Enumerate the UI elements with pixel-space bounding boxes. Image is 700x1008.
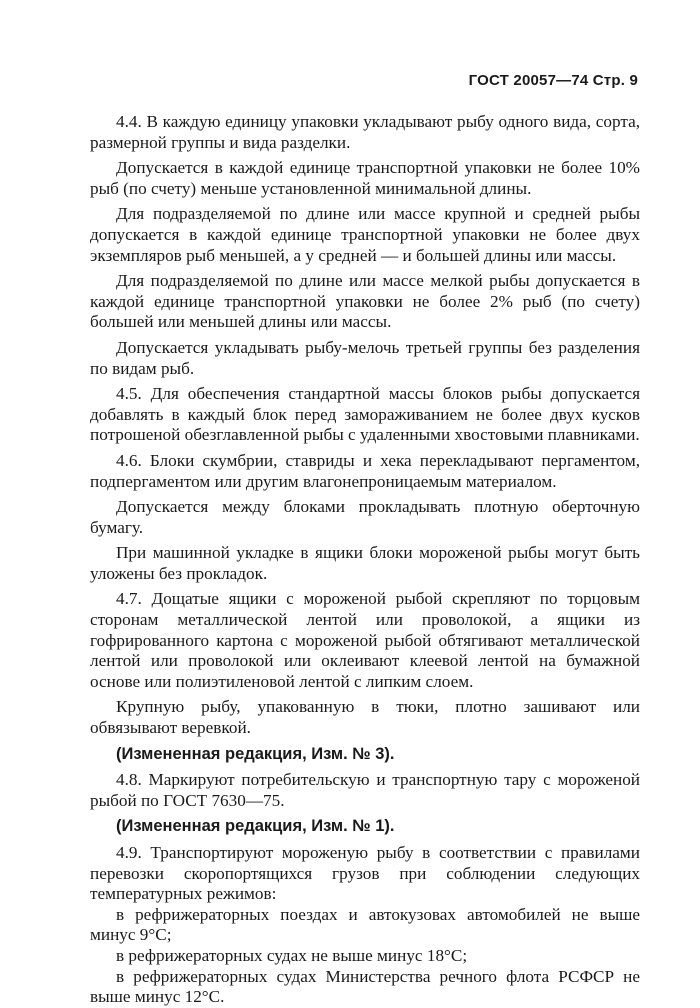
paragraph-wrapping-paper: Допускается между блоками прокладывать плотную оберточную бумагу. xyxy=(90,497,640,537)
paragraph-tolerance-min-length: Допускается в каждой единице транспортной упаковки не более 10% рыб (по счету) меньше установленной минимальной длины. xyxy=(90,158,640,198)
paragraph-4-4: 4.4. В каждую единицу упаковки укладывают рыбу одного вида, сорта, размерной группы и вида разделки. xyxy=(90,112,640,152)
paragraph-4-8: 4.8. Маркируют потребительскую и транспортную тару с мороженой рыбой по ГОСТ 7630—75. xyxy=(90,770,640,810)
list-item-rail-road: в рефрижераторных поездах и автокузовах автомобилей не выше минус 9°С; xyxy=(90,904,640,945)
list-item-ships: в рефрижераторных судах не выше минус 18°С; xyxy=(116,945,468,965)
amendment-note-3: (Измененная редакция, Изм. № 3). xyxy=(116,744,395,763)
document-body xyxy=(90,112,640,1008)
paragraph-4-9: 4.9. Транспортируют мороженую рыбу в соответствии с правилами перевозки скоропортящихся грузов при соблюдении следующих температурных режимов: xyxy=(90,843,640,904)
paragraph-small-fish: Для подразделяемой по длине или массе мелкой рыбы допускается в каждой единице транспортной упаковки не более 2% рыб (по счету) большей или меньшей длины или массы. xyxy=(90,271,640,332)
running-head: ГОСТ 20057—74 Стр. 9 xyxy=(468,72,638,89)
paragraph-bales: Крупную рыбу, упакованную в тюки, плотно зашивают или обвязывают веревкой. xyxy=(90,697,640,738)
list-item-river-fleet: в рефрижераторных судах Министерства речного флота РСФСР не выше минус 12°С. xyxy=(90,966,640,1007)
paragraph-large-medium-fish: Для подразделяемой по длине или массе крупной и средней рыбы допускается в каждой единице транспортной упаковки не более двух экземпляров рыб меньшей, а у средней — и большей длины или массы. xyxy=(90,204,640,265)
paragraph-third-group: Допускается укладывать рыбу-мелочь третьей группы без разделения по видам рыб. xyxy=(90,337,640,378)
paragraph-4-7: 4.7. Дощатые ящики с мороженой рыбой скрепляют по торцовым сторонам металлической лентой или проволокой, а ящики из гофрированного картона с мороженой рыбой обтягивают металлической лентой или проволокой или оклеивают клеевой лентой на бумажной основе или полиэтиленовой лентой с липким слоем. xyxy=(90,589,640,691)
amendment-note-1: (Измененная редакция, Изм. № 1). xyxy=(116,817,395,836)
paragraph-machine-packing: При машинной укладке в ящики блоки мороженой рыбы могут быть уложены без прокладок. xyxy=(90,543,640,583)
paragraph-4-5: 4.5. Для обеспечения стандартной массы блоков рыбы допускается добавлять в каждый блок перед замораживанием не более двух кусков потрошеной обезглавленной рыбы с удаленными хвостовыми плавниками. xyxy=(90,384,640,445)
paragraph-4-6: 4.6. Блоки скумбрии, ставриды и хека перекладывают пергаментом, подпергаментом или другим влагонепроницаемым материалом. xyxy=(90,450,640,491)
